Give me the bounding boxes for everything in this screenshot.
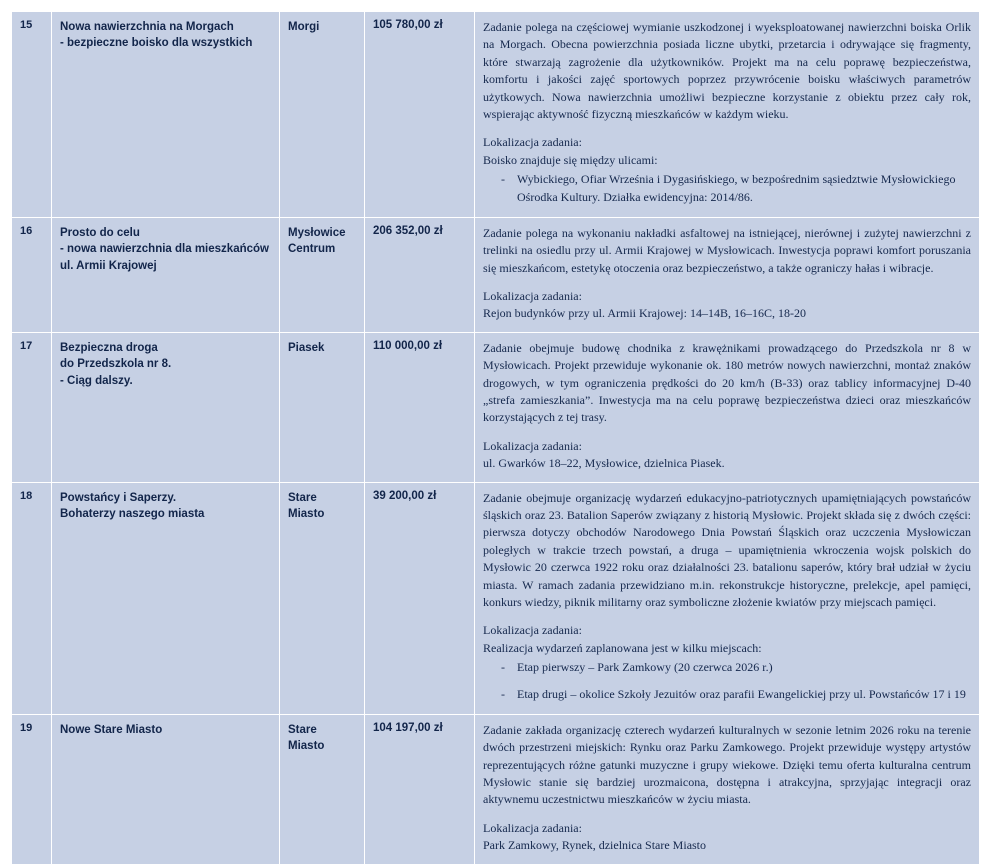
- row-description: [475, 12, 980, 218]
- title-line: Bohaterzy naszego miasta: [60, 507, 205, 520]
- row-title: [52, 12, 280, 218]
- row-title: [52, 217, 280, 332]
- table-body: [12, 12, 980, 865]
- description-paragraph: Zadanie obejmuje organizację wydarzeń edukacyjno-patriotycznych upamiętniających powstańców śląskich oraz 23. Batalion Saperów związany z historią Mysłowic. Projekt składa się z dwóch części: pierwsza dotyczy obchodów Narodowego Dnia Powstań Śląskich oraz uczczenia Mysłowiczan poległych w trakcie trzech powstań, a druga – upamiętnienia wkroczenia wojsk polskich do Mysłowic 20 czerwca 1922 roku oraz działalności 23. batalionu saperów, który brał udział w życiu miasta. W ramach zadania przewidziano m.in. rekonstrukcje historyczne, prelekcje, apel pamięci, konkurs wiedzy, piknik militarny oraz symboliczne złożenie kwiatów przy miejscach pamięci.: [483, 490, 971, 609]
- row-title: [52, 714, 280, 864]
- row-number: 19: [12, 714, 52, 864]
- row-district: [280, 714, 365, 864]
- row-cost: 105 780,00 zł: [365, 12, 475, 218]
- table-row: [12, 482, 980, 714]
- list-item: - Etap drugi – okolice Szkoły Jezuitów oraz parafii Ewangelickiej przy ul. Powstańców 17 i 19: [517, 686, 971, 703]
- location-label: Lokalizacja zadania:: [483, 623, 582, 638]
- row-district: [280, 482, 365, 714]
- title-line: do Przedszkola nr 8.: [60, 358, 172, 371]
- location-line: Rejon budynków przy ul. Armii Krajowej: 14–14B, 16–16C, 18-20: [483, 306, 806, 321]
- title-line: Bezpieczna droga: [60, 341, 158, 354]
- proposals-table: [11, 11, 980, 865]
- location-line: Park Zamkowy, Rynek, dzielnica Stare Miasto: [483, 838, 707, 853]
- table-row: [12, 12, 980, 218]
- description-paragraph: Zadanie polega na częściowej wymianie uszkodzonej i wyeksploatowanej nawierzchni boiska Orlik na Morgach. Obecna powierzchnia posiada liczne ubytki, przetarcia i odrywające się fragmenty, które stwarzają zagrożenie dla użytkowników. Projekt ma na celu poprawę bezpieczeństwa, komfortu i jakości zajęć sportowych poprzez przywrócenie boisku właściwych parametrów użytkowych. Nowa nawierzchnia umożliwi bezpieczne korzystanie z obiektu przez cały rok, wspierając aktywność fizyczną mieszkańców w każdym wieku.: [483, 20, 971, 121]
- title-line: - nowa nawierzchnia dla mieszkańców: [60, 243, 269, 256]
- row-description: [475, 714, 980, 864]
- title-line: - Ciąg dalszy.: [60, 374, 133, 387]
- row-cost: 110 000,00 zł: [365, 332, 475, 482]
- document-page: [0, 11, 1000, 853]
- location-line: ul. Gwarków 18–22, Mysłowice, dzielnica Piasek.: [483, 456, 725, 471]
- row-cost: 39 200,00 zł: [365, 482, 475, 714]
- row-number: 17: [12, 332, 52, 482]
- table-row: [12, 714, 980, 864]
- table-row: [12, 332, 980, 482]
- district-line: Mysłowice: [288, 226, 346, 239]
- row-cost: 104 197,00 zł: [365, 714, 475, 864]
- location-line: Boisko znajduje się między ulicami:: [483, 152, 658, 167]
- row-number: 16: [12, 217, 52, 332]
- title-line: Powstańcy i Saperzy.: [60, 491, 177, 504]
- district-line: Piasek: [288, 341, 325, 354]
- district-line: Stare Miasto: [288, 723, 325, 753]
- title-line: - bezpieczne boisko dla wszystkich: [60, 37, 253, 50]
- row-district: [280, 217, 365, 332]
- row-description: [475, 482, 980, 714]
- district-line: Stare Miasto: [288, 491, 325, 520]
- title-line: Prosto do celu: [60, 226, 140, 239]
- row-number: 18: [12, 482, 52, 714]
- table-row: [12, 217, 980, 332]
- location-line: Realizacja wydarzeń zaplanowana jest w kilku miejscach:: [483, 640, 762, 655]
- bullet-list: [483, 659, 971, 703]
- list-item: - Wybickiego, Ofiar Września i Dygasińskiego, w bezpośrednim sąsiedztwie Mysłowickiego Ośrodka Kultury. Działka ewidencyjna: 2014/86.: [517, 171, 971, 206]
- list-item: - Etap pierwszy – Park Zamkowy (20 czerwca 2026 r.): [517, 659, 971, 676]
- bullet-list: [483, 171, 971, 206]
- description-paragraph: Zadanie polega na wykonaniu nakładki asfaltowej na istniejącej, nierównej i zużytej nawierzchni z trelinki na osiedlu przy ul. Armii Krajowej w Mysłowicach. Inwestycja poprawi komfort poruszania się mieszkańcom, estetykę otoczenia oraz bezpieczeństwo, a także ograniczy hałas i wibracje.: [483, 225, 971, 275]
- row-description: [475, 332, 980, 482]
- row-title: [52, 482, 280, 714]
- row-cost: 206 352,00 zł: [365, 217, 475, 332]
- location-label: Lokalizacja zadania:: [483, 135, 582, 150]
- row-title: [52, 332, 280, 482]
- title-line: Nowe Stare Miasto: [60, 723, 163, 736]
- description-paragraph: Zadanie obejmuje budowę chodnika z krawężnikami prowadzącego do Przedszkola nr 8 w Mysłowicach. Projekt przewiduje wykonanie ok. 180 metrów nowych nawierzchni, montaż znaków drogowych, w tym ograniczenia prędkości do 20 km/h (B-33) oraz tablicy informacyjnej D-40 „strefa zamieszkania”. Inwestycja ma na celu poprawę bezpieczeństwa dzieci oraz mieszkańców korzystających z tej trasy.: [483, 340, 971, 425]
- location-label: Lokalizacja zadania:: [483, 438, 582, 453]
- title-line: Nowa nawierzchnia na Morgach: [60, 21, 234, 33]
- row-district: [280, 12, 365, 218]
- row-district: [280, 332, 365, 482]
- description-paragraph: Zadanie zakłada organizację czterech wydarzeń kulturalnych w sezonie letnim 2026 roku na terenie dwóch przestrzeni miejskich: Rynku oraz Parku Zamkowego. Projekt przewiduje występy artystów reprezentujących różne gatunki muzyczne i grupy wiekowe. Dzięki temu oferta kulturalna centrum Mysłowic stanie się bardziej urozmaicona, dostępna i atrakcyjna, sprzyjając integracji oraz aktywnemu uczestnictwu mieszkańców w życiu miasta.: [483, 722, 971, 807]
- district-line: Morgi: [288, 21, 320, 33]
- location-label: Lokalizacja zadania:: [483, 820, 582, 835]
- title-line: ul. Armii Krajowej: [60, 259, 157, 272]
- district-line: Centrum: [288, 243, 336, 256]
- row-number: 15: [12, 12, 52, 218]
- location-label: Lokalizacja zadania:: [483, 289, 582, 304]
- row-description: [475, 217, 980, 332]
